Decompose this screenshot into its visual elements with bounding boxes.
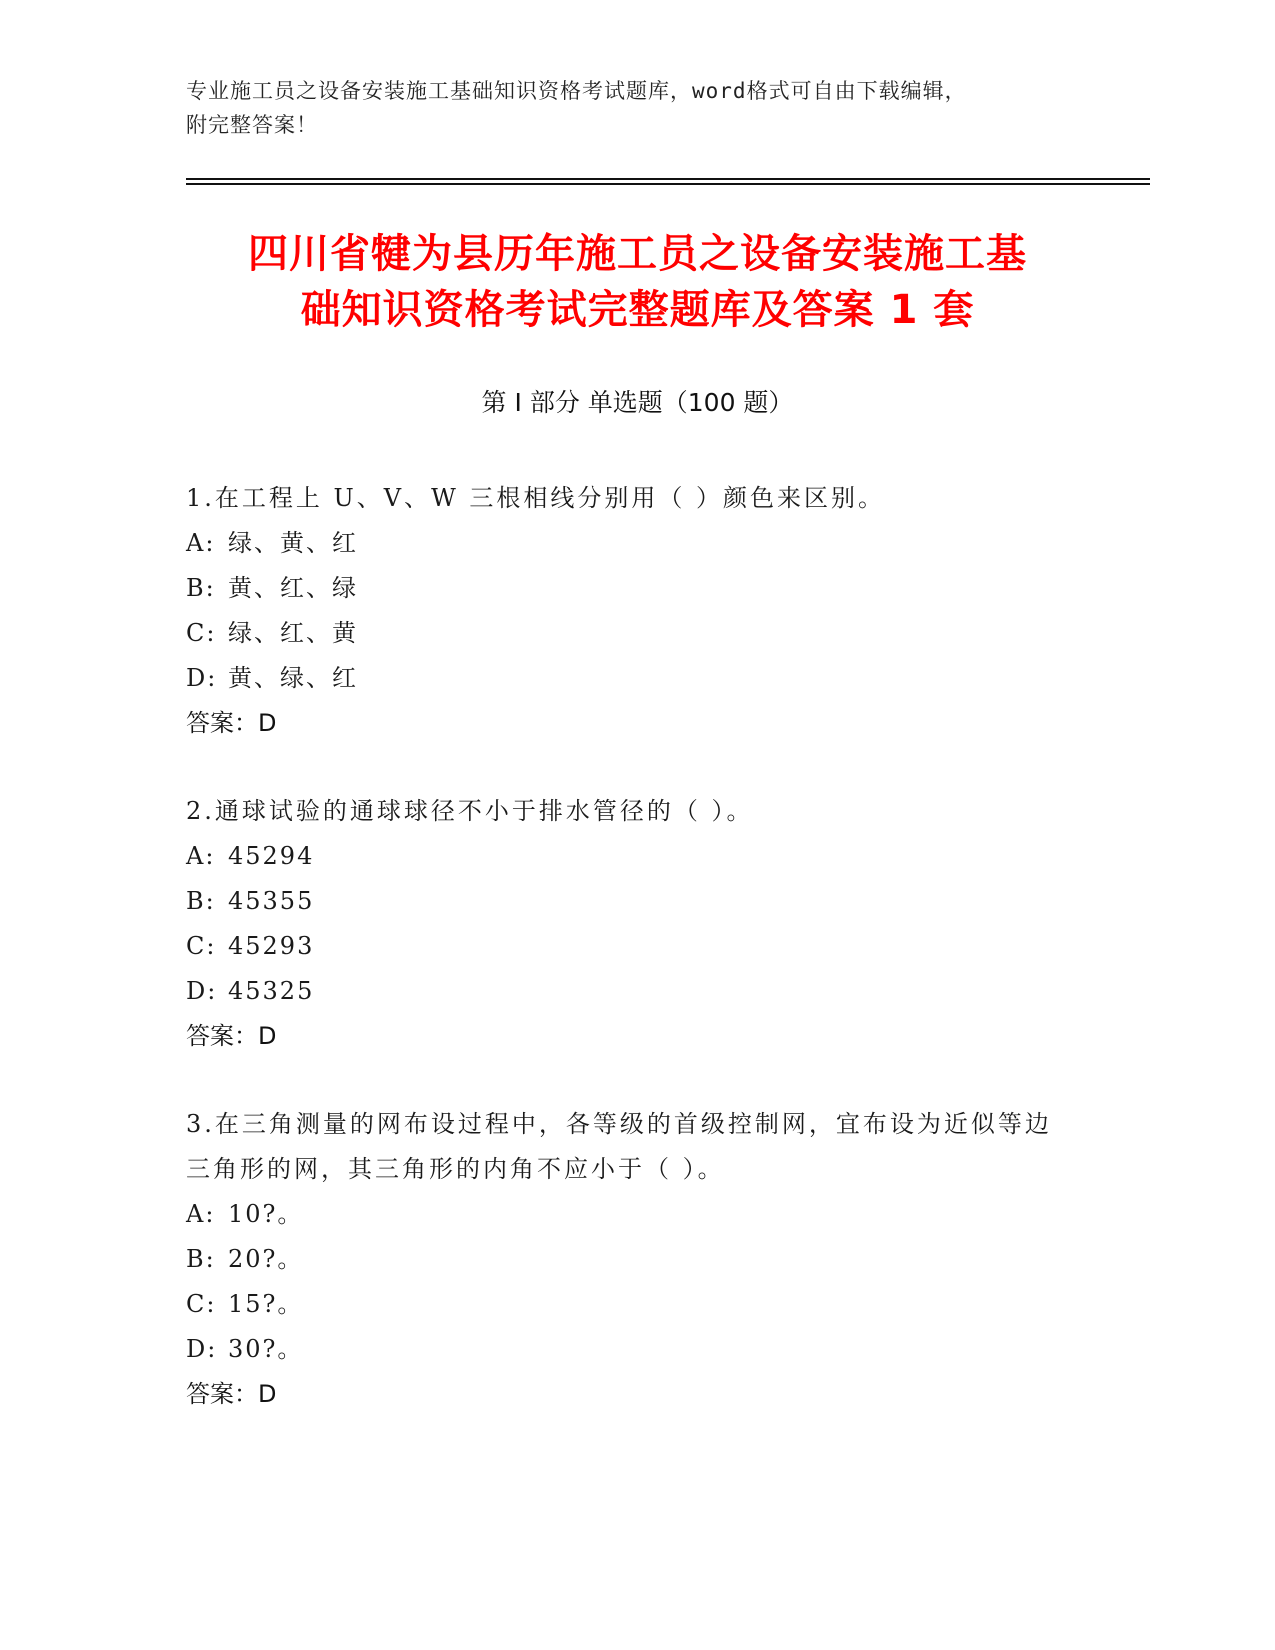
option-letter: D: [186, 977, 218, 1005]
option-letter: B: [186, 1245, 216, 1273]
option-d [186, 969, 1066, 1014]
option-text: 20?。 [228, 1245, 304, 1273]
question-1 [186, 476, 1066, 746]
option-text: 45355 [228, 887, 315, 915]
option-letter: B: [186, 574, 216, 602]
document-title [150, 226, 1125, 338]
option-letter: D: [186, 1335, 218, 1363]
option-letter: C: [186, 619, 217, 647]
option-c [186, 924, 1066, 969]
header-divider-top [186, 178, 1150, 180]
option-d [186, 656, 1066, 701]
option-b [186, 566, 1066, 611]
question-stem: 3.在三角测量的网布设过程中，各等级的首级控制网，宜布设为近似等边三角形的网，其三角形的内角不应小于（ ）。 [186, 1110, 1052, 1183]
question-list [186, 476, 1066, 1460]
question-stem: 1.在工程上 U、V、W 三根相线分别用（ ）颜色来区别。 [186, 484, 886, 512]
header-note-line-2: 附完整答案！ [186, 113, 318, 137]
answer-line: 答案：D [186, 709, 277, 737]
option-text: 30?。 [228, 1335, 304, 1363]
option-letter: A: [186, 529, 216, 557]
option-text: 45294 [228, 842, 315, 870]
option-letter: C: [186, 1290, 217, 1318]
document-title-line-2: 础知识资格考试完整题库及答案 1 套 [300, 287, 975, 333]
option-letter: D: [186, 664, 218, 692]
option-c [186, 1282, 1066, 1327]
option-a [186, 834, 1066, 879]
option-a [186, 521, 1066, 566]
option-letter: B: [186, 887, 216, 915]
question-3 [186, 1102, 1066, 1417]
question-2 [186, 789, 1066, 1059]
option-b [186, 879, 1066, 924]
answer-line: 答案：D [186, 1380, 277, 1408]
option-letter: A: [186, 842, 216, 870]
header-divider-bottom [186, 183, 1150, 185]
option-text: 45293 [228, 932, 315, 960]
option-a [186, 1192, 1066, 1237]
option-text: 黄、绿、红 [228, 664, 358, 692]
option-letter: C: [186, 932, 217, 960]
header-note-line-1: 专业施工员之设备安装施工基础知识资格考试题库，word格式可自由下载编辑， [186, 79, 967, 103]
answer-line: 答案：D [186, 1022, 277, 1050]
option-text: 黄、红、绿 [228, 574, 358, 602]
option-text: 45325 [228, 977, 315, 1005]
option-b [186, 1237, 1066, 1282]
option-d [186, 1327, 1066, 1372]
document-title-line-1: 四川省犍为县历年施工员之设备安装施工基 [248, 231, 1027, 277]
option-text: 绿、红、黄 [228, 619, 358, 647]
question-stem: 2.通球试验的通球球径不小于排水管径的（ ）。 [186, 797, 754, 825]
option-letter: A: [186, 1200, 216, 1228]
section-heading: 第 I 部分 单选题（100 题） [481, 388, 794, 417]
option-text: 15?。 [228, 1290, 304, 1318]
option-text: 10?。 [228, 1200, 304, 1228]
option-c [186, 611, 1066, 656]
option-text: 绿、黄、红 [228, 529, 358, 557]
header-note [186, 74, 1086, 142]
